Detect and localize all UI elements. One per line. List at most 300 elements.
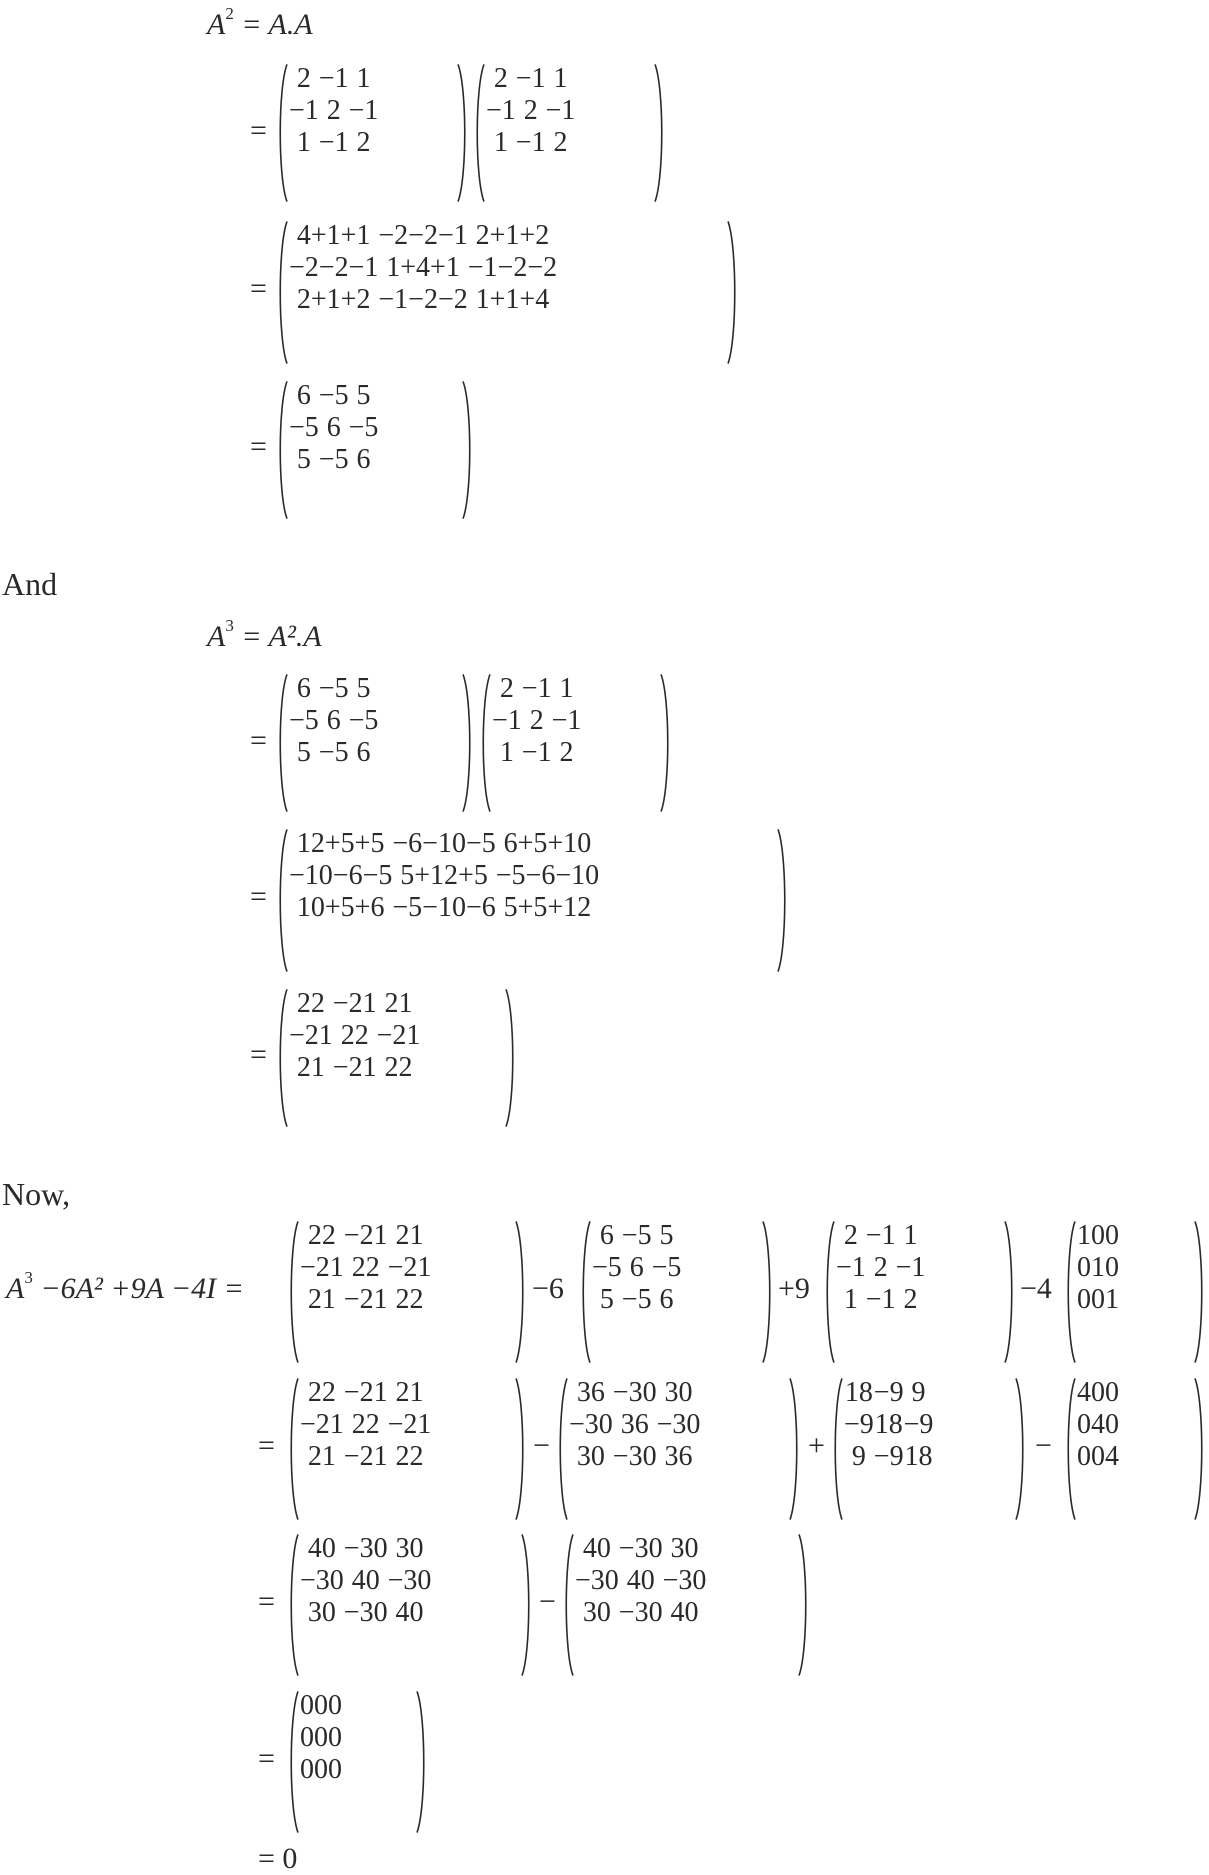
- matrix-row: [300, 1754, 342, 1786]
- matrix-cell: −1−2−2: [378, 284, 468, 315]
- matrix-body: [289, 988, 420, 1084]
- matrix-cell: 5: [599, 1284, 614, 1315]
- matrix-cell: −5: [318, 737, 349, 768]
- matrix-cell: −30: [300, 1565, 344, 1596]
- matrix-row: [1077, 1441, 1119, 1473]
- left-paren: [830, 1377, 844, 1521]
- right-paren: [461, 673, 475, 813]
- matrix-cell: −5: [318, 380, 349, 411]
- matrix-cell: 5: [296, 444, 311, 475]
- matrix-cell: 0: [1091, 1377, 1105, 1408]
- matrix-cell: −1: [551, 705, 582, 736]
- matrix-cell: 2: [523, 95, 538, 126]
- matrix-cell: 2: [499, 673, 514, 704]
- matrix-cell: 22: [307, 1377, 336, 1408]
- matrix-body: [289, 380, 378, 476]
- matrix-row: [575, 1533, 706, 1565]
- matrix: [275, 63, 470, 203]
- matrix-body: [289, 220, 557, 316]
- matrix-body: [1077, 1220, 1119, 1316]
- matrix-cell: 1: [1077, 1220, 1091, 1251]
- matrix-cell: −30: [612, 1377, 657, 1408]
- matrix: [275, 988, 518, 1128]
- matrix-cell: 1+1+4: [475, 284, 550, 315]
- matrix-cell: −1−2−2: [467, 252, 558, 283]
- matrix-row: [289, 828, 599, 860]
- matrix-cell: 18: [844, 1377, 873, 1408]
- matrix-cell: 0: [1105, 1409, 1119, 1440]
- left-paren: [275, 673, 289, 813]
- matrix: [286, 1220, 528, 1364]
- matrix-cell: 0: [328, 1690, 342, 1721]
- eq2-lhs: [207, 616, 322, 654]
- eq3-row3-eq: =: [258, 1585, 275, 1618]
- matrix-cell: 36: [620, 1409, 649, 1440]
- matrix: [275, 828, 790, 973]
- matrix-cell: 40: [626, 1565, 655, 1596]
- matrix-cell: 1: [559, 673, 574, 704]
- matrix-cell: 0: [1077, 1409, 1091, 1440]
- matrix-row: [289, 220, 557, 252]
- matrix-cell: −30: [387, 1565, 432, 1596]
- matrix-body: [289, 63, 378, 159]
- right-paren: [761, 1220, 775, 1364]
- matrix-cell: −21: [343, 1441, 388, 1472]
- matrix-cell: 0: [1077, 1252, 1091, 1283]
- matrix-cell: 1: [296, 127, 311, 158]
- matrix-cell: 2+1+2: [296, 284, 371, 315]
- matrix-cell: 6: [629, 1252, 644, 1283]
- matrix-cell: −1: [895, 1252, 926, 1283]
- matrix-body: [289, 828, 599, 924]
- matrix-cell: 2: [356, 127, 371, 158]
- matrix: [275, 380, 475, 520]
- matrix-cell: 6: [326, 705, 341, 736]
- eq1-lhs-rhs: = A.A: [241, 8, 313, 41]
- matrix-row: [1077, 1220, 1119, 1252]
- matrix-cell: −5: [592, 1252, 622, 1283]
- matrix-cell: −5−6−10: [495, 860, 600, 891]
- matrix-cell: −5: [621, 1284, 652, 1315]
- eq3-row3-op-1: −: [539, 1585, 556, 1618]
- matrix-cell: 5: [659, 1220, 674, 1251]
- matrix-cell: −1: [521, 673, 552, 704]
- matrix: [275, 220, 740, 365]
- matrix: [561, 1533, 811, 1677]
- right-paren: [520, 1533, 534, 1677]
- matrix-cell: 5: [296, 737, 311, 768]
- matrix-cell: 0: [314, 1690, 328, 1721]
- matrix-cell: 1: [903, 1220, 918, 1251]
- matrix-cell: −5: [348, 412, 379, 443]
- matrix-cell: −21: [289, 1020, 333, 1051]
- right-paren: [1193, 1220, 1207, 1364]
- matrix-cell: 1: [493, 127, 508, 158]
- left-paren: [275, 380, 289, 520]
- matrix-row: [492, 705, 581, 737]
- right-paren: [1193, 1377, 1207, 1521]
- matrix-cell: 6: [326, 412, 341, 443]
- matrix-cell: 2: [843, 1220, 858, 1251]
- matrix-cell: −1: [515, 127, 546, 158]
- matrix-cell: 21: [296, 1052, 325, 1083]
- matrix-cell: 5+5+12: [503, 892, 592, 923]
- matrix-cell: 5: [356, 673, 371, 704]
- matrix: [830, 1377, 1028, 1521]
- matrix-cell: 21: [307, 1284, 336, 1315]
- matrix-cell: −21: [332, 988, 377, 1019]
- left-paren: [275, 220, 289, 365]
- matrix-cell: 21: [395, 1220, 424, 1251]
- matrix-cell: −2−2−1: [289, 252, 379, 283]
- matrix-row: [575, 1565, 706, 1597]
- matrix-row: [289, 892, 599, 924]
- matrix-cell: −5: [651, 1252, 682, 1283]
- matrix-cell: 21: [384, 988, 413, 1019]
- left-paren: [472, 63, 486, 203]
- matrix-row: [486, 95, 575, 127]
- matrix-row: [575, 1597, 706, 1629]
- eq3-row2-op-3: −: [1035, 1429, 1052, 1462]
- eq3-lhs-symbol: A: [6, 1272, 25, 1305]
- matrix-cell: −30: [343, 1533, 388, 1564]
- matrix-cell: 6: [356, 444, 371, 475]
- matrix-cell: −1: [492, 705, 522, 736]
- matrix-cell: 30: [670, 1533, 699, 1564]
- eq2-lhs-rhs: = A².A: [241, 620, 322, 653]
- matrix-cell: −1: [289, 95, 319, 126]
- matrix-cell: 2: [873, 1252, 888, 1283]
- right-paren: [514, 1220, 528, 1364]
- left-paren: [555, 1377, 569, 1521]
- matrix-cell: 40: [351, 1565, 380, 1596]
- matrix-row: [836, 1252, 925, 1284]
- matrix-row: [836, 1220, 925, 1252]
- matrix-cell: −30: [575, 1565, 619, 1596]
- matrix-cell: 0: [328, 1754, 342, 1785]
- matrix-body: [300, 1690, 342, 1786]
- matrix-row: [569, 1409, 700, 1441]
- matrix-cell: 0: [1105, 1220, 1119, 1251]
- matrix-cell: −9: [873, 1377, 904, 1408]
- matrix-cell: −30: [618, 1597, 663, 1628]
- matrix-cell: −5: [318, 673, 349, 704]
- matrix-cell: 9: [851, 1441, 866, 1472]
- matrix-body: [289, 673, 378, 769]
- matrix-cell: 0: [1077, 1441, 1091, 1472]
- eq3-lhs-rest: −6A² +9A −4I =: [40, 1272, 244, 1305]
- matrix-body: [300, 1220, 431, 1316]
- matrix-cell: 0: [1077, 1284, 1091, 1315]
- matrix-row: [1077, 1252, 1119, 1284]
- right-paren: [1014, 1377, 1028, 1521]
- matrix-cell: 21: [395, 1377, 424, 1408]
- right-paren: [726, 220, 740, 365]
- matrix-row: [289, 127, 378, 159]
- matrix-cell: 30: [576, 1441, 605, 1472]
- matrix-cell: 22: [296, 988, 325, 1019]
- eq2-eq-1: =: [250, 724, 267, 757]
- matrix: [555, 1377, 802, 1521]
- left-paren: [286, 1220, 300, 1364]
- matrix-cell: 0: [1105, 1252, 1119, 1283]
- and-label: And: [2, 566, 58, 602]
- right-paren: [415, 1690, 429, 1834]
- left-paren: [286, 1690, 300, 1834]
- matrix-cell: −21: [376, 1020, 421, 1051]
- matrix-cell: 36: [664, 1441, 693, 1472]
- matrix-row: [289, 380, 378, 412]
- eq3-row1-op-3: −4: [1020, 1272, 1052, 1305]
- matrix-row: [300, 1284, 431, 1316]
- matrix-cell: −1: [318, 127, 349, 158]
- eq3-row1-op-1: −6: [532, 1272, 564, 1305]
- eq1-eq-3: =: [250, 430, 267, 463]
- matrix-row: [300, 1690, 342, 1722]
- matrix-row: [289, 1020, 420, 1052]
- right-paren: [504, 988, 518, 1128]
- matrix-row: [300, 1533, 431, 1565]
- matrix-cell: 6: [659, 1284, 674, 1315]
- matrix-row: [592, 1220, 681, 1252]
- matrix-cell: −30: [569, 1409, 613, 1440]
- left-paren: [275, 828, 289, 973]
- matrix-cell: −21: [300, 1409, 344, 1440]
- matrix-cell: 1: [843, 1284, 858, 1315]
- eq3-row4-eq: =: [258, 1742, 275, 1775]
- eq3-row2-op-2: +: [808, 1429, 825, 1462]
- matrix-cell: 30: [395, 1533, 424, 1564]
- matrix-cell: −1: [865, 1284, 896, 1315]
- eq1-eq-2: =: [250, 272, 267, 305]
- matrix-row: [289, 95, 378, 127]
- matrix-cell: 36: [576, 1377, 605, 1408]
- left-paren: [1063, 1377, 1077, 1521]
- matrix-cell: −9: [844, 1409, 874, 1440]
- matrix-cell: −9: [903, 1409, 934, 1440]
- matrix-cell: 18: [874, 1409, 903, 1440]
- matrix-cell: 40: [670, 1597, 699, 1628]
- matrix-cell: 0: [300, 1754, 314, 1785]
- matrix-cell: 2: [553, 127, 568, 158]
- matrix-cell: −5: [289, 705, 319, 736]
- left-paren: [578, 1220, 592, 1364]
- matrix-cell: 2: [326, 95, 341, 126]
- eq1-lhs-exponent: 2: [225, 4, 234, 23]
- matrix-row: [300, 1722, 342, 1754]
- matrix-cell: 21: [307, 1441, 336, 1472]
- matrix: [1063, 1220, 1207, 1364]
- matrix: [822, 1220, 1017, 1364]
- matrix-cell: −5: [289, 412, 319, 443]
- right-paren: [461, 380, 475, 520]
- matrix-cell: 22: [351, 1252, 380, 1283]
- matrix-row: [1077, 1409, 1119, 1441]
- matrix-cell: −1: [515, 63, 546, 94]
- matrix-cell: 22: [351, 1409, 380, 1440]
- matrix-cell: −21: [300, 1252, 344, 1283]
- matrix-row: [592, 1252, 681, 1284]
- matrix-cell: 0: [1091, 1284, 1105, 1315]
- right-paren: [797, 1533, 811, 1677]
- matrix-row: [300, 1409, 431, 1441]
- matrix-cell: 22: [340, 1020, 369, 1051]
- matrix: [472, 63, 667, 203]
- matrix-cell: −30: [656, 1409, 701, 1440]
- matrix-row: [289, 988, 420, 1020]
- matrix-cell: 22: [307, 1220, 336, 1251]
- matrix-cell: 1: [499, 737, 514, 768]
- matrix-cell: 6: [599, 1220, 614, 1251]
- matrix-cell: −21: [332, 1052, 377, 1083]
- matrix-body: [592, 1220, 681, 1316]
- matrix-cell: −1: [348, 95, 379, 126]
- matrix-row: [1077, 1377, 1119, 1409]
- matrix-cell: 2+1+2: [475, 220, 550, 251]
- matrix-cell: −30: [662, 1565, 707, 1596]
- left-paren: [1063, 1220, 1077, 1364]
- matrix: [478, 673, 673, 813]
- matrix-row: [844, 1377, 933, 1409]
- matrix-cell: 30: [307, 1597, 336, 1628]
- matrix-row: [289, 412, 378, 444]
- matrix-cell: 0: [1091, 1220, 1105, 1251]
- matrix-body: [492, 673, 581, 769]
- right-paren: [514, 1377, 528, 1521]
- matrix-cell: 18: [904, 1441, 933, 1472]
- matrix-row: [492, 737, 581, 769]
- matrix-row: [289, 444, 378, 476]
- matrix-cell: 1: [356, 63, 371, 94]
- matrix: [275, 673, 475, 813]
- matrix-cell: −9: [873, 1441, 904, 1472]
- matrix-cell: 0: [328, 1722, 342, 1753]
- left-paren: [561, 1533, 575, 1677]
- matrix-row: [289, 673, 378, 705]
- matrix-row: [289, 737, 378, 769]
- matrix-cell: 1+4+1: [386, 252, 460, 283]
- eq2-lhs-symbol: A: [207, 620, 226, 653]
- matrix-cell: 1: [1091, 1252, 1105, 1283]
- matrix-row: [289, 705, 378, 737]
- matrix-cell: 2: [529, 705, 544, 736]
- matrix-cell: 4: [1091, 1409, 1105, 1440]
- left-paren: [822, 1220, 836, 1364]
- left-paren: [286, 1377, 300, 1521]
- matrix-cell: 22: [395, 1441, 424, 1472]
- eq3-lhs: [6, 1268, 244, 1306]
- matrix-cell: 2: [903, 1284, 918, 1315]
- matrix-cell: −5−10−6: [392, 892, 496, 923]
- matrix-row: [300, 1597, 431, 1629]
- matrix-cell: 1: [553, 63, 568, 94]
- matrix-cell: −6−10−5: [392, 828, 496, 859]
- matrix-cell: 6: [296, 380, 311, 411]
- matrix-cell: 6: [356, 737, 371, 768]
- matrix-cell: −5: [318, 444, 349, 475]
- matrix-row: [289, 252, 557, 284]
- eq3-lhs-exponent: 3: [24, 1268, 33, 1287]
- matrix-row: [289, 860, 599, 892]
- matrix-cell: 30: [582, 1597, 611, 1628]
- matrix-cell: 0: [1091, 1441, 1105, 1472]
- right-paren: [776, 828, 790, 973]
- matrix-cell: 22: [384, 1052, 413, 1083]
- matrix-row: [844, 1441, 933, 1473]
- right-paren: [456, 63, 470, 203]
- matrix-row: [289, 284, 557, 316]
- matrix-row: [569, 1441, 700, 1473]
- matrix-row: [300, 1441, 431, 1473]
- matrix-body: [300, 1377, 431, 1473]
- matrix-cell: 4: [1105, 1441, 1119, 1472]
- matrix-cell: 0: [314, 1722, 328, 1753]
- matrix-cell: −1: [836, 1252, 866, 1283]
- matrix: [286, 1533, 534, 1677]
- matrix-cell: 0: [314, 1754, 328, 1785]
- matrix-cell: 12+5+5: [296, 828, 385, 859]
- now-label: Now,: [2, 1176, 71, 1212]
- matrix-cell: 30: [664, 1377, 693, 1408]
- matrix-cell: −1: [865, 1220, 896, 1251]
- matrix-cell: 6: [296, 673, 311, 704]
- matrix-cell: 9: [911, 1377, 926, 1408]
- matrix-cell: −10−6−5: [289, 860, 393, 891]
- eq1-lhs: [207, 4, 313, 42]
- matrix-cell: −5: [621, 1220, 652, 1251]
- matrix-body: [844, 1377, 933, 1473]
- matrix: [578, 1220, 775, 1364]
- matrix-cell: 4+1+1: [296, 220, 371, 251]
- matrix-cell: 40: [582, 1533, 611, 1564]
- matrix-body: [569, 1377, 700, 1473]
- matrix: [286, 1690, 429, 1834]
- matrix: [286, 1377, 528, 1521]
- eq3-row1-op-2: +9: [778, 1272, 810, 1305]
- eq1-lhs-symbol: A: [207, 8, 226, 41]
- matrix-cell: −2−2−1: [378, 220, 468, 251]
- matrix-cell: 0: [300, 1722, 314, 1753]
- matrix-row: [289, 1052, 420, 1084]
- eq3-row2-eq: =: [258, 1429, 275, 1462]
- matrix-row: [300, 1377, 431, 1409]
- matrix-cell: 2: [559, 737, 574, 768]
- matrix-row: [569, 1377, 700, 1409]
- matrix-body: [486, 63, 575, 159]
- matrix-cell: −1: [521, 737, 552, 768]
- matrix-cell: −30: [618, 1533, 663, 1564]
- matrix-row: [1077, 1284, 1119, 1316]
- matrix-body: [1077, 1377, 1119, 1473]
- matrix-row: [300, 1252, 431, 1284]
- matrix-body: [575, 1533, 706, 1629]
- left-paren: [286, 1533, 300, 1677]
- matrix-cell: 22: [395, 1284, 424, 1315]
- left-paren: [275, 988, 289, 1128]
- matrix-row: [486, 63, 575, 95]
- matrix-row: [844, 1409, 933, 1441]
- matrix-cell: −5: [348, 705, 379, 736]
- matrix-cell: −21: [387, 1409, 432, 1440]
- matrix-cell: 6+5+10: [503, 828, 592, 859]
- matrix-cell: 40: [395, 1597, 424, 1628]
- matrix-cell: −30: [612, 1441, 657, 1472]
- matrix-cell: −1: [545, 95, 576, 126]
- eq2-lhs-exponent: 3: [225, 616, 234, 635]
- matrix-body: [836, 1220, 925, 1316]
- matrix-cell: −1: [318, 63, 349, 94]
- matrix-cell: −21: [387, 1252, 432, 1283]
